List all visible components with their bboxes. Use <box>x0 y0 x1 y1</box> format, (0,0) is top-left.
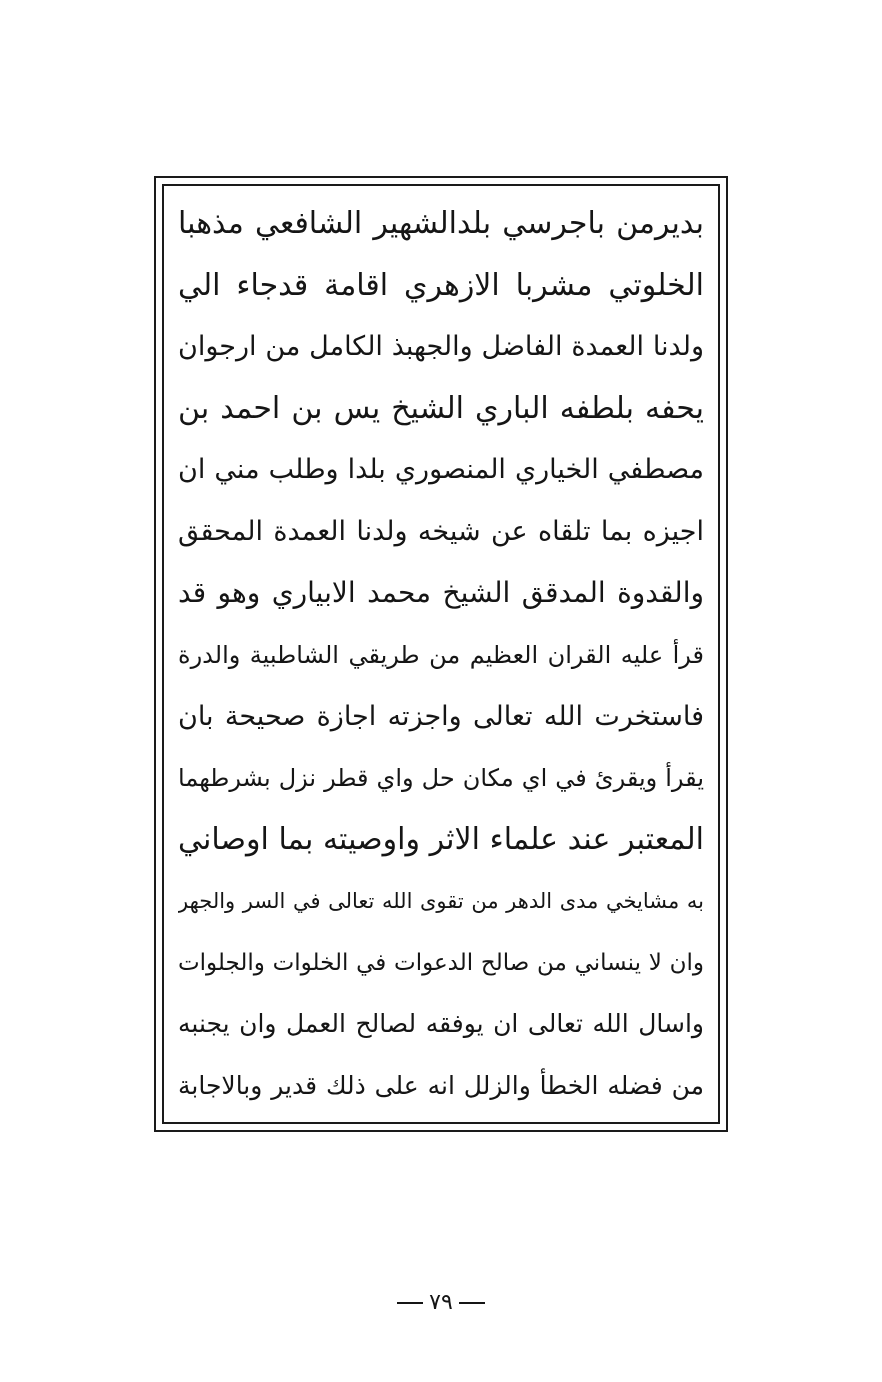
dash-left <box>397 1302 423 1304</box>
manuscript-line: قرأ عليه القران العظيم من طريقي الشاطبية والدرة <box>178 640 704 669</box>
manuscript-line: واسال الله تعالى ان يوفقه لصالح العمل وان يجنبه <box>178 1009 704 1039</box>
manuscript-line: وان لا ينساني من صالح الدعوات في الخلوات والجلوات <box>178 949 704 976</box>
manuscript-line: يحفه بلطفه الباري الشيخ يس بن احمد بن <box>178 390 704 426</box>
manuscript-line: يقرأ ويقرئ في اي مكان حل واي قطر نزل بشرطهما <box>178 764 704 793</box>
manuscript-line: فاستخرت الله تعالى واجزته اجازة صحيحة بان <box>178 700 704 732</box>
manuscript-line: من فضله الخطأ والزلل انه على ذلك قدير وبالاجابة <box>178 1070 704 1100</box>
manuscript-line: والقدوة المدقق الشيخ محمد الابياري وهو قد <box>178 576 704 610</box>
manuscript-line: اجيزه بما تلقاه عن شيخه ولدنا العمدة المحقق <box>178 515 704 547</box>
page-number-text: ٧٩ <box>429 1290 453 1315</box>
page-border-outer <box>154 176 728 1132</box>
manuscript-line: مصطفي الخياري المنصوري بلدا وطلب مني ان <box>178 454 704 486</box>
page-border-inner <box>162 184 720 1124</box>
dash-right <box>459 1302 485 1304</box>
manuscript-text-block <box>178 202 704 1108</box>
manuscript-line: بديرمن باجرسي بلدالشهير الشافعي مذهبا <box>178 206 704 241</box>
page-number <box>0 1290 882 1315</box>
manuscript-line: به مشايخي مدى الدهر من تقوى الله تعالى في السر والجهر <box>178 889 704 914</box>
manuscript-line: ولدنا العمدة الفاضل والجهبذ الكامل من ارجوان <box>178 331 704 363</box>
manuscript-line: الخلوتي مشربا الازهري اقامة قدجاء الي <box>178 267 704 303</box>
manuscript-line: المعتبر عند علماء الاثر واوصيته بما اوصاني <box>178 821 704 857</box>
